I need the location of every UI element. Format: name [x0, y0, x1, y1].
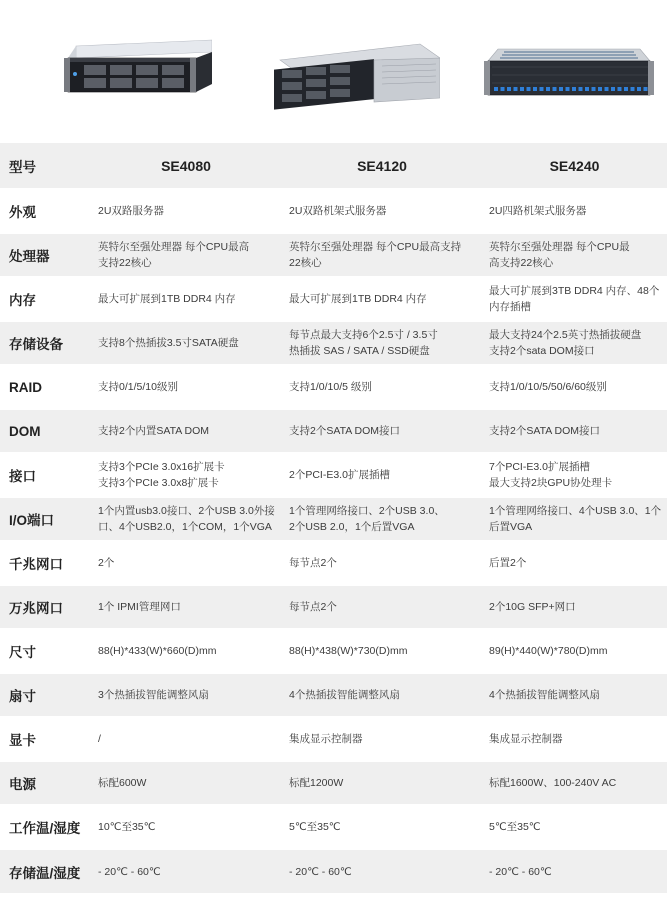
spec-value-line: 支持2个sata DOM接口: [489, 345, 595, 357]
spec-value-se4240: [482, 233, 667, 277]
spec-value-se4080: [90, 541, 282, 585]
table-row: [0, 409, 667, 453]
spec-value-se4120: [282, 805, 482, 849]
spec-value-se4120: [282, 321, 482, 365]
spec-value-se4240: [482, 717, 667, 761]
spec-value-se4240: [482, 805, 667, 849]
spec-value-se4120: [282, 717, 482, 761]
table-row: [0, 541, 667, 585]
spec-value-line: 支持22核心: [98, 257, 152, 269]
row-label: 扇寸: [0, 673, 90, 717]
spec-value-line: 2个: [98, 557, 115, 569]
spec-value-line: 89(H)*440(W)*780(D)mm: [489, 645, 608, 657]
table-row: [0, 629, 667, 673]
spec-value-se4240: [482, 585, 667, 629]
spec-value-se4240: [482, 849, 667, 893]
row-label: 内存: [0, 277, 90, 321]
spec-value-line: 最大可扩展到3TB DDR4 内存、48个: [489, 285, 660, 297]
row-label: RAID: [0, 365, 90, 409]
spec-value-line: 标配1600W、100-240V AC: [489, 777, 617, 789]
spec-value-se4080: [90, 717, 282, 761]
table-row: [0, 321, 667, 365]
spec-value-se4240: [482, 497, 667, 541]
spec-value-se4240: [482, 321, 667, 365]
spec-value-line: 后置VGA: [489, 521, 533, 533]
spec-value-line: 支持1/0/10/5/50/6/60级别: [489, 381, 607, 393]
row-label: 工作温/湿度: [0, 805, 90, 849]
spec-value-se4120: [282, 497, 482, 541]
spec-value-line: 2个USB 2.0，1个后置VGA: [289, 521, 415, 533]
spec-value-line: 3个热插拔智能调整风扇: [98, 689, 209, 701]
row-label: 处理器: [0, 233, 90, 277]
model-se4080: SE4080: [90, 143, 282, 189]
row-label: 万兆网口: [0, 585, 90, 629]
model-se4240: SE4240: [482, 143, 667, 189]
spec-value-line: 每节点2个: [289, 557, 337, 569]
spec-value-se4080: [90, 497, 282, 541]
spec-value-se4120: [282, 629, 482, 673]
server-image-se4080: [62, 38, 212, 98]
spec-value-se4120: [282, 849, 482, 893]
spec-value-line: 2U双路服务器: [98, 205, 164, 217]
spec-value-line: 标配600W: [98, 777, 147, 789]
spec-value-line: 高支持22核心: [489, 257, 554, 269]
spec-value-line: 每节点最大支持6个2.5寸 / 3.5寸: [289, 329, 438, 341]
row-label: 存储设备: [0, 321, 90, 365]
row-label: 存储温/湿度: [0, 849, 90, 893]
spec-value-line: 88(H)*433(W)*660(D)mm: [98, 645, 217, 657]
server-image-se4120: [270, 40, 440, 112]
spec-value-se4080: [90, 321, 282, 365]
spec-value-line: 1个管理网络接口、4个USB 3.0、1个: [489, 505, 662, 517]
spec-value-line: 10℃至35℃: [98, 821, 156, 833]
spec-value-line: 英特尔至强处理器 每个CPU最: [489, 241, 630, 253]
spec-value-line: - 20℃ - 60℃: [489, 865, 552, 878]
table-row: [0, 233, 667, 277]
spec-value-se4080: [90, 453, 282, 497]
spec-value-line: 最大支持2块GPU协处理卡: [489, 477, 613, 489]
spec-value-line: 5℃至35℃: [289, 821, 341, 833]
row-label: DOM: [0, 409, 90, 453]
spec-value-line: 英特尔至强处理器 每个CPU最高支持: [289, 241, 462, 253]
header-label: 型号: [0, 143, 90, 189]
spec-value-line: 2U四路机架式服务器: [489, 205, 587, 217]
spec-value-line: 支持1/0/10/5 级别: [289, 381, 372, 393]
spec-value-line: 每节点2个: [289, 601, 337, 613]
spec-value-se4240: [482, 365, 667, 409]
spec-value-line: 4个热插拔智能调整风扇: [489, 689, 600, 701]
spec-value-line: 内存插槽: [489, 301, 531, 313]
spec-value-se4080: [90, 409, 282, 453]
spec-value-line: 1个 IPMI管理网口: [98, 601, 181, 613]
spec-value-se4080: [90, 189, 282, 233]
spec-value-se4120: [282, 189, 482, 233]
spec-value-line: 支持2个SATA DOM接口: [489, 425, 601, 437]
spec-value-line: /: [98, 733, 101, 745]
spec-value-line: - 20℃ - 60℃: [289, 865, 352, 878]
spec-value-line: 5℃至35℃: [489, 821, 541, 833]
spec-value-line: 88(H)*438(W)*730(D)mm: [289, 645, 408, 657]
spec-value-se4080: [90, 277, 282, 321]
spec-value-line: - 20℃ - 60℃: [98, 865, 161, 878]
table-row: [0, 805, 667, 849]
spec-value-se4240: [482, 541, 667, 585]
spec-value-line: 热插拔 SAS / SATA / SSD硬盘: [289, 345, 430, 357]
spec-value-line: 口、4个USB2.0，1个COM，1个VGA: [98, 521, 272, 533]
spec-value-line: 2个10G SFP+网口: [489, 601, 576, 613]
spec-value-se4080: [90, 805, 282, 849]
spec-value-se4120: [282, 673, 482, 717]
table-row: [0, 849, 667, 893]
spec-value-line: 集成显示控制器: [289, 733, 363, 745]
spec-value-se4240: [482, 409, 667, 453]
spec-value-line: 支持2个内置SATA DOM: [98, 425, 210, 437]
spec-value-se4080: [90, 629, 282, 673]
spec-value-se4240: [482, 453, 667, 497]
table-row: [0, 277, 667, 321]
row-label: 外观: [0, 189, 90, 233]
spec-value-se4120: [282, 233, 482, 277]
spec-value-line: 后置2个: [489, 557, 527, 569]
spec-value-se4120: [282, 541, 482, 585]
table-header-row: [0, 143, 667, 189]
spec-value-line: 支持3个PCIe 3.0x16扩展卡: [98, 461, 225, 473]
spec-value-se4120: [282, 365, 482, 409]
product-images: [0, 0, 667, 143]
row-label: 电源: [0, 761, 90, 805]
spec-value-se4240: [482, 189, 667, 233]
spec-value-line: 最大可扩展到1TB DDR4 内存: [98, 293, 236, 305]
spec-value-se4240: [482, 761, 667, 805]
spec-value-se4080: [90, 233, 282, 277]
spec-value-se4080: [90, 673, 282, 717]
spec-value-se4120: [282, 409, 482, 453]
row-label: 接口: [0, 453, 90, 497]
spec-value-line: 英特尔至强处理器 每个CPU最高: [98, 241, 250, 253]
table-row: [0, 189, 667, 233]
spec-value-se4120: [282, 761, 482, 805]
row-label: 显卡: [0, 717, 90, 761]
spec-value-line: 最大支持24个2.5英寸热插拔硬盘: [489, 329, 642, 341]
model-se4120: SE4120: [282, 143, 482, 189]
spec-value-line: 1个管理网络接口、2个USB 3.0、: [289, 505, 445, 517]
spec-value-line: 支持0/1/5/10级别: [98, 381, 178, 393]
spec-value-se4240: [482, 629, 667, 673]
spec-value-line: 2个PCI-E3.0扩展插槽: [289, 469, 390, 481]
table-row: [0, 585, 667, 629]
spec-value-line: 4个热插拔智能调整风扇: [289, 689, 400, 701]
spec-value-line: 支持3个PCIe 3.0x8扩展卡: [98, 477, 219, 489]
table-row: [0, 717, 667, 761]
table-row: [0, 497, 667, 541]
server-image-se4240: [484, 47, 654, 107]
spec-value-line: 集成显示控制器: [489, 733, 563, 745]
spec-value-se4080: [90, 365, 282, 409]
spec-value-line: 支持8个热插拔3.5寸SATA硬盘: [98, 337, 239, 349]
table-row: [0, 365, 667, 409]
spec-value-line: 2U双路机架式服务器: [289, 205, 387, 217]
row-label: I/O端口: [0, 497, 90, 541]
table-row: [0, 761, 667, 805]
spec-value-line: 1个内置usb3.0接口、2个USB 3.0外接: [98, 505, 275, 517]
table-row: [0, 673, 667, 717]
spec-value-line: 22核心: [289, 257, 322, 269]
spec-value-se4240: [482, 277, 667, 321]
spec-value-se4080: [90, 849, 282, 893]
spec-value-line: 标配1200W: [289, 777, 344, 789]
spec-value-se4120: [282, 277, 482, 321]
table-row: [0, 453, 667, 497]
spec-value-se4080: [90, 585, 282, 629]
row-label: 尺寸: [0, 629, 90, 673]
spec-value-line: 支持2个SATA DOM接口: [289, 425, 401, 437]
spec-value-se4120: [282, 453, 482, 497]
spec-value-se4120: [282, 585, 482, 629]
spec-value-line: 最大可扩展到1TB DDR4 内存: [289, 293, 427, 305]
spec-comparison-table: [0, 143, 667, 893]
spec-value-se4080: [90, 761, 282, 805]
row-label: 千兆网口: [0, 541, 90, 585]
spec-value-line: 7个PCI-E3.0扩展插槽: [489, 461, 590, 473]
spec-value-se4240: [482, 673, 667, 717]
